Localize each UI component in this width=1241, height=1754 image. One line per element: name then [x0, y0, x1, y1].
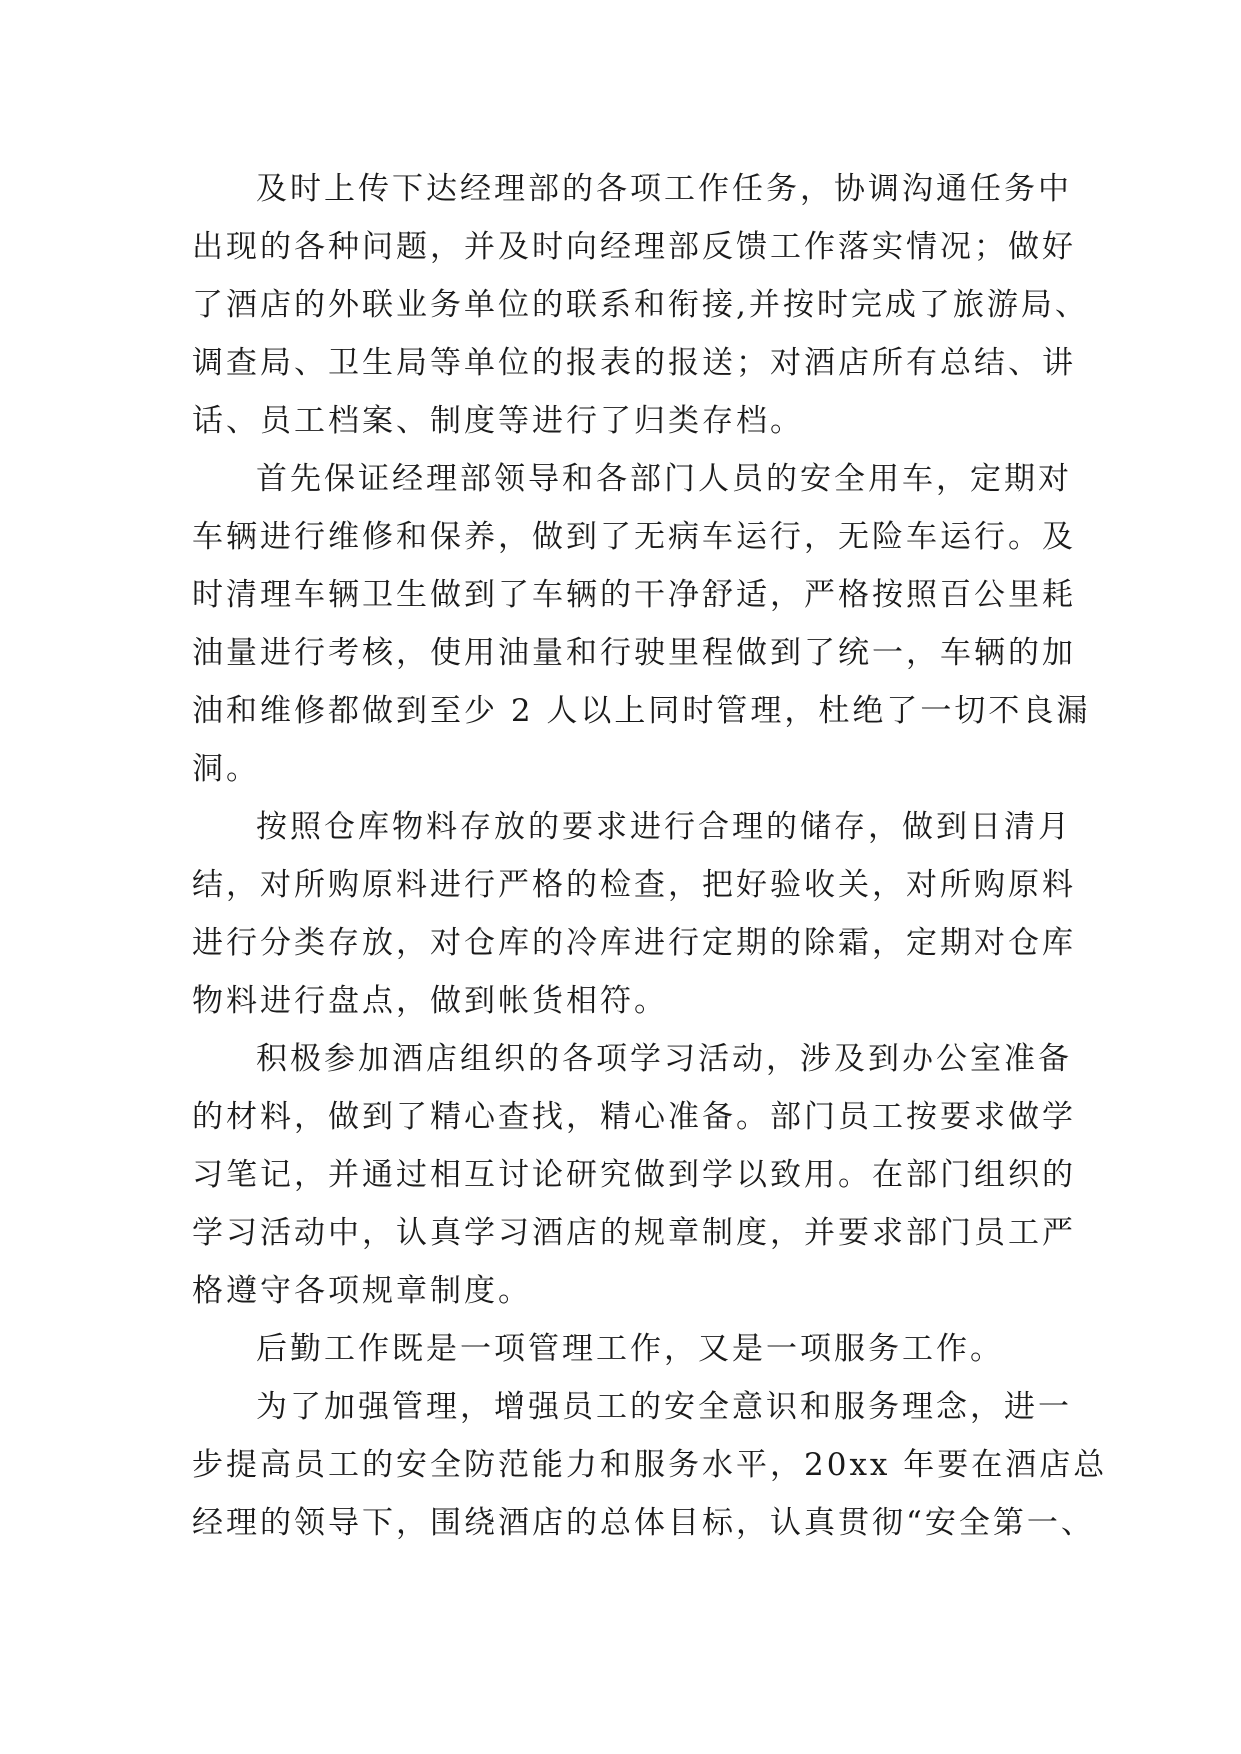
- paragraph-study-activities: [192, 1030, 1076, 1320]
- text-line: 及时上传下达经理部的各项工作任务，协调沟通任务中: [256, 171, 1072, 207]
- text-line: 调查局、卫生局等单位的报表的报送；对酒店所有总结、讲: [192, 345, 1076, 381]
- text-line: 了酒店的外联业务单位的联系和衔接,并按时完成了旅游局、: [192, 287, 1089, 323]
- text-line: 油量进行考核，使用油量和行驶里程做到了统一，车辆的加: [192, 635, 1076, 671]
- document-body: [192, 160, 1108, 1552]
- text-line: 油和维修都做到至少 2 人以上同时管理，杜绝了一切不良漏: [192, 693, 1091, 729]
- text-line: 学习活动中，认真学习酒店的规章制度，并要求部门员工严: [192, 1215, 1076, 1251]
- text-line: 经理的领导下，围绕酒店的总体目标，认真贯彻“安全第一、: [192, 1505, 1095, 1541]
- text-line: 格遵守各项规章制度。: [192, 1273, 532, 1309]
- text-line: 车辆进行维修和保养，做到了无病车运行，无险车运行。及: [192, 519, 1076, 555]
- paragraph-plan: [192, 1378, 1108, 1552]
- paragraph-warehouse: [192, 798, 1076, 1030]
- text-line: 积极参加酒店组织的各项学习活动，涉及到办公室准备: [256, 1041, 1072, 1077]
- text-line: 进行分类存放，对仓库的冷库进行定期的除霜，定期对仓库: [192, 925, 1076, 961]
- text-line: 按照仓库物料存放的要求进行合理的储存，做到日清月: [256, 809, 1072, 845]
- text-line: 为了加强管理，增强员工的安全意识和服务理念，进一: [256, 1389, 1072, 1425]
- text-line: 出现的各种问题，并及时向经理部反馈工作落实情况；做好: [192, 229, 1076, 265]
- text-line: 物料进行盘点，做到帐货相符。: [192, 983, 668, 1019]
- text-line: 话、员工档案、制度等进行了归类存档。: [192, 403, 804, 439]
- text-line: 结，对所购原料进行严格的检查，把好验收关，对所购原料: [192, 867, 1076, 903]
- text-line: 首先保证经理部领导和各部门人员的安全用车，定期对: [256, 461, 1072, 497]
- text-line: 习笔记，并通过相互讨论研究做到学以致用。在部门组织的: [192, 1157, 1076, 1193]
- paragraph-office-tasks: [192, 160, 1089, 450]
- paragraph-logistics-summary: [192, 1320, 1072, 1378]
- text-line: 时清理车辆卫生做到了车辆的干净舒适，严格按照百公里耗: [192, 577, 1076, 613]
- paragraph-vehicle-management: [192, 450, 1091, 798]
- text-line: 后勤工作既是一项管理工作，又是一项服务工作。: [256, 1331, 1004, 1367]
- text-line: 洞。: [192, 751, 260, 787]
- text-line: 的材料，做到了精心查找，精心准备。部门员工按要求做学: [192, 1099, 1076, 1135]
- text-line: 步提高员工的安全防范能力和服务水平，20xx 年要在酒店总: [192, 1447, 1108, 1483]
